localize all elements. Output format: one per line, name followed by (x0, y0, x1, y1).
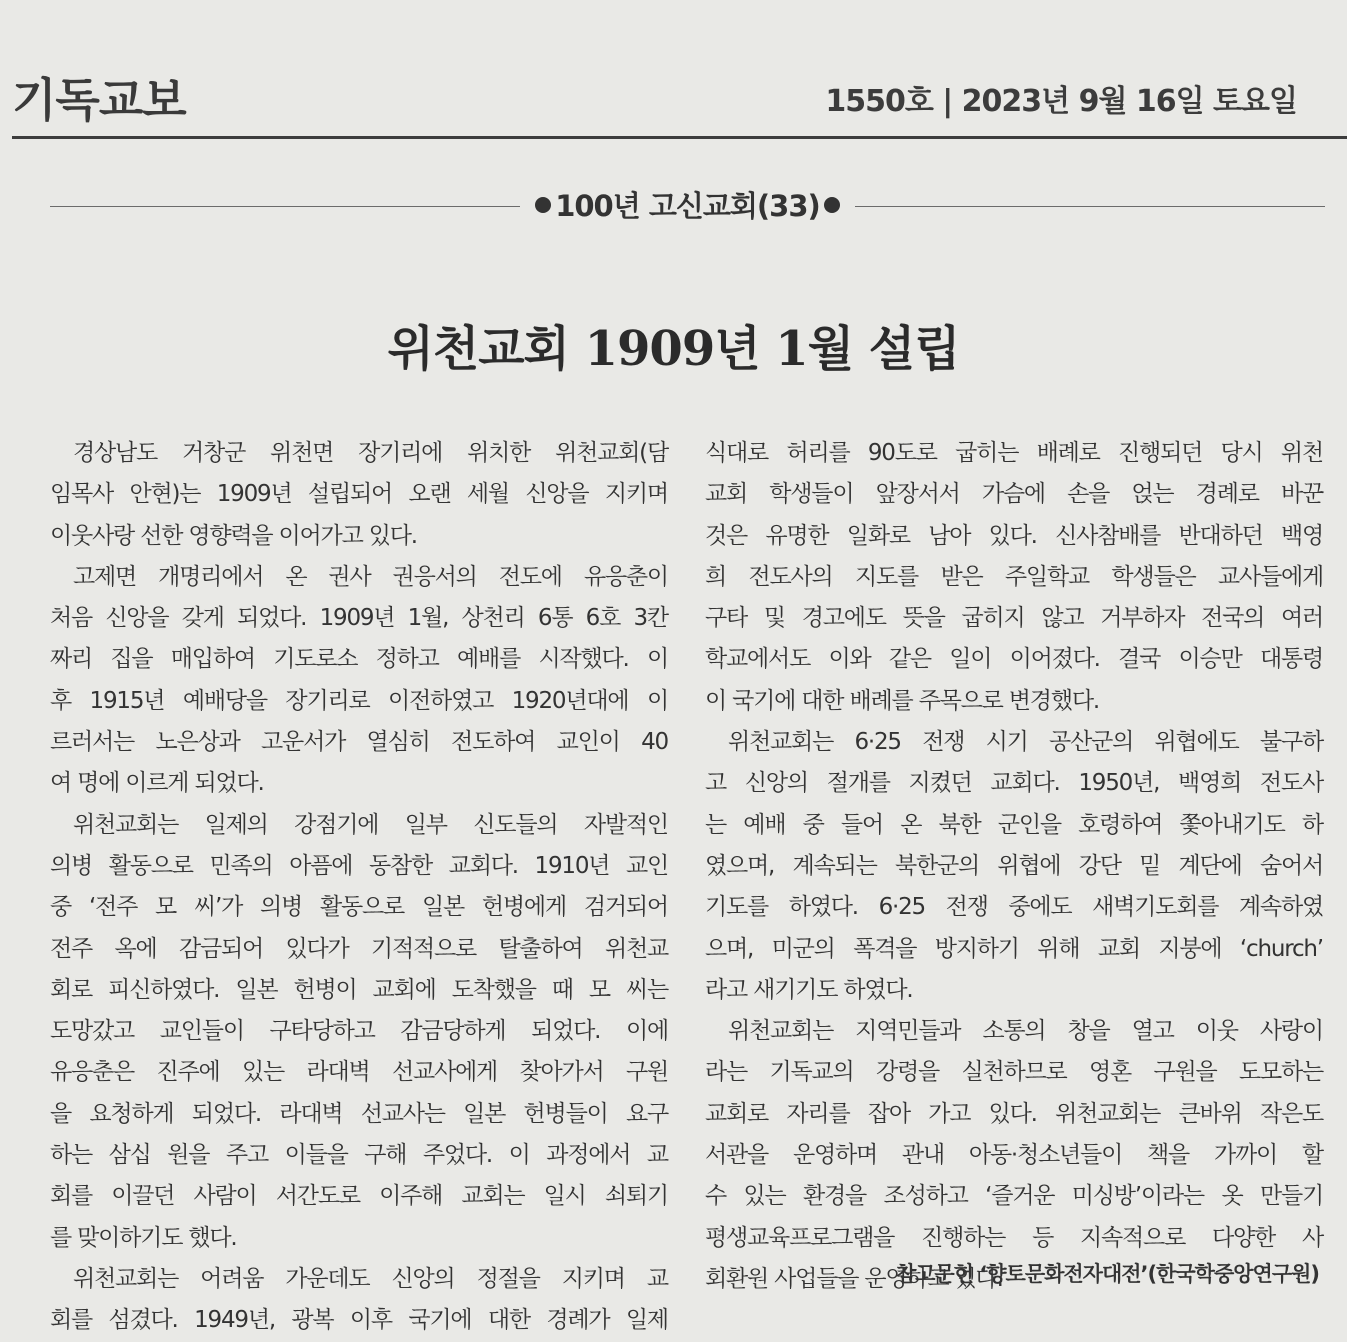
text-line: 것은 유명한 일화로 남아 있다. 신사참배를 반대하던 백영 (705, 522, 1323, 549)
text-line: 교회로 자리를 잡아 가고 있다. 위천교회는 큰바위 작은도 (705, 1100, 1323, 1127)
text-line: 도망갔고 교인들이 구타당하고 감금당하게 되었다. 이에 (50, 1018, 668, 1045)
text-line: 교회 학생들이 앞장서서 가슴에 손을 얹는 경례로 바꾼 (705, 481, 1323, 508)
text-line: 평생교육프로그램을 진행하는 등 지속적으로 다양한 사 (705, 1224, 1323, 1251)
text-line: 는 예배 중 들어 온 북한 군인을 호령하여 쫓아내기도 하 (705, 811, 1323, 838)
text-line: 여 명에 이르게 되었다. (50, 770, 264, 797)
text-line: 회를 섬겼다. 1949년, 광복 이후 국기에 대한 경례가 일제 (50, 1307, 668, 1334)
text-line: 였으며, 계속되는 북한군의 위협에 강단 밑 계단에 숨어서 (705, 852, 1323, 879)
text-line: 구타 및 경고에도 뜻을 굽히지 않고 거부하자 전국의 여러 (705, 605, 1323, 632)
text-line: 유응춘은 진주에 있는 라대벽 선교사에게 찾아가서 구원 (50, 1059, 668, 1086)
text-line: 이웃사랑 선한 영향력을 이어가고 있다. (50, 522, 417, 549)
text-line: 수 있는 환경을 조성하고 ‘즐거운 미싱방’이라는 옷 만들기 (705, 1183, 1323, 1210)
text-line: 고 신앙의 절개를 지켰던 교회다. 1950년, 백영희 전도사 (705, 770, 1323, 797)
text-line: 라고 새기기도 하였다. (705, 976, 913, 1003)
text-line: 짜리 집을 매입하여 기도로소 정하고 예배를 시작했다. 이 (50, 646, 668, 673)
text-line: 를 맞이하기도 했다. (50, 1224, 237, 1251)
series-label (520, 184, 855, 225)
text-line: 식대로 허리를 90도로 굽히는 배례로 진행되던 당시 위천 (705, 440, 1323, 466)
text-line: 위천교회는 일제의 강점기에 일부 신도들의 자발적인 (73, 811, 668, 838)
issue-info: 1550호 | 2023년 9월 16일 토요일 (825, 84, 1297, 119)
text-line: 중 ‘전주 모 씨’가 의병 활동으로 일본 헌병에게 검거되어 (50, 894, 668, 921)
text-line: 회환원 사업들을 운영하고 있다. (705, 1265, 1003, 1292)
text-line: 고제면 개명리에서 온 권사 권응서의 전도에 유응춘이 (73, 563, 668, 590)
series-rule-right (855, 206, 1325, 207)
text-line: 서관을 운영하며 관내 아동·청소년들이 책을 가까이 할 (705, 1142, 1323, 1169)
series-rule-left (50, 206, 520, 207)
article-column-left (50, 433, 668, 1342)
text-line: 회를 이끌던 사람이 서간도로 이주해 교회는 일시 쇠퇴기 (50, 1183, 668, 1210)
text-line: 르러서는 노은상과 고운서가 열심히 전도하여 교인이 40 (50, 729, 668, 756)
text-line: 의병 활동으로 민족의 아픔에 동참한 교회다. 1910년 교인 (50, 852, 668, 879)
text-line: 경상남도 거창군 위천면 장기리에 위치한 위천교회(담 (73, 440, 668, 466)
text-line: 처음 신앙을 갖게 되었다. 1909년 1월, 상천리 6통 6호 3칸 (50, 605, 668, 632)
text-line: 전주 옥에 감금되어 있다가 기적적으로 탈출하여 위천교 (50, 935, 668, 962)
article-column-right (705, 433, 1323, 1300)
text-line: 으며, 미군의 폭격을 방지하기 위해 교회 지붕에 ‘church’ (705, 935, 1323, 962)
article-reference: 참고문헌 ‘향토문화전자대전’(한국학중앙연구원) (895, 1262, 1319, 1286)
bullet-dot-icon (535, 197, 551, 213)
text-line: 희 전도사의 지도를 받은 주일학교 학생들은 교사들에게 (705, 563, 1323, 590)
masthead (0, 0, 1347, 140)
text-line: 후 1915년 예배당을 장기리로 이전하였고 1920년대에 이 (50, 687, 668, 714)
text-line: 회로 피신하였다. 일본 헌병이 교회에 도착했을 때 모 씨는 (50, 976, 668, 1003)
text-line: 위천교회는 6·25 전쟁 시기 공산군의 위협에도 불구하 (728, 729, 1323, 756)
paper-name: 기독교보 (12, 73, 186, 127)
text-line: 위천교회는 어려움 가운데도 신앙의 정절을 지키며 교 (73, 1265, 668, 1292)
article-headline: 위천교회 1909년 1월 설립 (387, 321, 960, 377)
text-line: 위천교회는 지역민들과 소통의 창을 열고 이웃 사랑이 (728, 1018, 1323, 1045)
text-line: 임목사 안현)는 1909년 설립되어 오랜 세월 신앙을 지키며 (50, 481, 668, 508)
text-line: 을 요청하게 되었다. 라대벽 선교사는 일본 헌병들이 요구 (50, 1100, 668, 1127)
bullet-dot-icon (824, 197, 840, 213)
masthead-rule (12, 136, 1347, 139)
text-line: 라는 기독교의 강령을 실천하므로 영혼 구원을 도모하는 (705, 1059, 1323, 1086)
text-line: 기도를 하였다. 6·25 전쟁 중에도 새벽기도회를 계속하였 (705, 894, 1323, 921)
text-line: 학교에서도 이와 같은 일이 이어졌다. 결국 이승만 대통령 (705, 646, 1323, 673)
text-line: 하는 삼십 원을 주고 이들을 구해 주었다. 이 과정에서 교 (50, 1142, 668, 1169)
series-title: 100년 고신교회(33) (555, 189, 820, 223)
text-line: 이 국기에 대한 배례를 주목으로 변경했다. (705, 687, 1099, 714)
